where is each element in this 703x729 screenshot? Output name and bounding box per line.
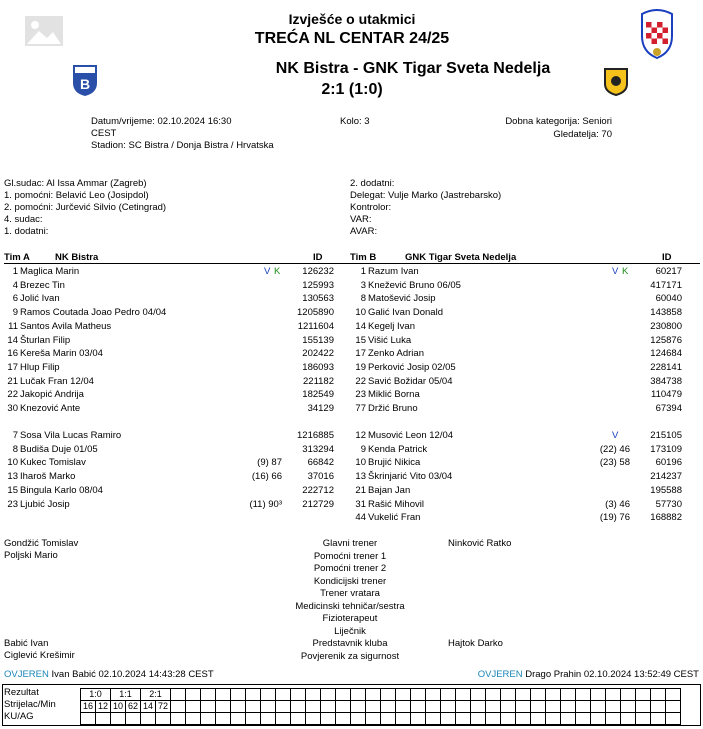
staff-role-label: Liječnik: [334, 625, 366, 637]
results-grid-cell: [441, 689, 456, 701]
results-grid-cell: [306, 689, 321, 701]
official-line: Gl.sudac: Al Issa Ammar (Zagreb): [4, 178, 147, 189]
player-id: 60196: [655, 457, 682, 469]
player-id: 60217: [655, 266, 682, 277]
player-name: Zenko Adrian: [368, 348, 424, 360]
staff-role-label: Fizioterapeut: [322, 613, 378, 624]
player-number: 44: [355, 512, 366, 524]
team-a-verified: [4, 669, 214, 680]
age-category: Dobna kategorija: Seniori: [505, 116, 612, 127]
results-grid-cell: [561, 713, 576, 725]
player-number: 17: [355, 348, 366, 360]
results-grid-cell: [336, 689, 351, 701]
player-name: Santos Avila Matheus: [20, 320, 112, 332]
goalkeeper-mark: V: [612, 266, 619, 277]
match-timezone: CEST: [91, 128, 117, 139]
results-grid-cell: [216, 713, 231, 725]
player-name: Vukelić Fran: [368, 512, 421, 524]
results-grid-cell: [351, 713, 366, 725]
staff-role-label: Trener vratara: [320, 588, 380, 599]
results-grid-cell: [576, 689, 591, 701]
results-grid-cell: [381, 689, 396, 701]
results-grid-cell: [486, 689, 501, 701]
results-grid-cell: [231, 701, 246, 713]
results-grid-cell: [591, 689, 606, 701]
results-grid-row: [81, 689, 681, 701]
player-name: Brujić Nikica: [368, 457, 421, 469]
results-grid-cell: [426, 701, 441, 713]
results-grid-cell: [171, 713, 186, 725]
results-grid-cell: [456, 701, 471, 713]
player-name: Kegelj Ivan: [368, 320, 416, 332]
results-grid-cell: [81, 713, 96, 725]
results-grid-cell: 16: [81, 701, 96, 713]
official-line: 2. dodatni:: [350, 178, 395, 189]
results-grid-cell: [426, 713, 441, 725]
results-grid-cell: [651, 689, 666, 701]
results-grid-cell: [636, 689, 651, 701]
results-grid-cell: [261, 701, 276, 713]
substitution-info: (16) 66: [251, 471, 282, 483]
team-b-name: GNK Tigar Sveta Nedelja: [405, 252, 517, 263]
results-grid-cell: [666, 689, 681, 701]
results-grid-cell: [621, 701, 636, 713]
results-grid-cell: [411, 689, 426, 701]
player-name: Ramos Coutada Joao Pedro 04/04: [20, 307, 167, 319]
results-grid-cell: [546, 713, 561, 725]
results-grid-cell: [621, 713, 636, 725]
results-grid-cell: [621, 689, 636, 701]
player-name: Galić Ivan Donald: [368, 307, 443, 319]
player-id: 230800: [650, 320, 682, 332]
staff-role-label: Medicinski tehničar/sestra: [295, 600, 405, 612]
results-grid-cell: [396, 701, 411, 713]
row-label-ku-ag: KU/AG: [4, 711, 34, 722]
image-placeholder-icon: [25, 16, 63, 46]
player-number: 1: [360, 266, 366, 277]
team-b-label: Tim B: [350, 252, 377, 263]
player-number: 17: [7, 361, 18, 373]
player-name: Jakopić Andrija: [20, 389, 84, 401]
results-grid-cell: [591, 701, 606, 713]
results-grid-cell: [201, 713, 216, 725]
player-id: 126232: [302, 266, 334, 277]
player-id: 212729: [302, 498, 334, 510]
official-line: VAR:: [350, 214, 372, 225]
team-a-name: NK Bistra: [55, 252, 99, 263]
player-number: 10: [355, 307, 366, 319]
results-grid-cell: [501, 713, 516, 725]
player-name: Iharoš Marko: [20, 471, 76, 483]
staff-role-label: Pomoćni trener 2: [313, 563, 387, 574]
player-name: Budiša Duje 01/05: [20, 443, 98, 455]
player-id: 195588: [650, 484, 682, 496]
results-grid-cell: [306, 701, 321, 713]
player-id: 66842: [307, 457, 334, 469]
row-label-scorer: Strijelac/Min: [4, 699, 56, 710]
spectators: Gledatelja: 70: [553, 129, 612, 140]
results-grid-cell: [126, 713, 141, 725]
player-number: 11: [8, 320, 18, 332]
results-grid-cell: [201, 701, 216, 713]
team-b-verified: [478, 669, 699, 680]
results-grid-cell: [291, 689, 306, 701]
player-id: 155139: [302, 334, 334, 346]
player-name: Sosa Vila Lucas Ramiro: [20, 430, 122, 441]
official-line: 4. sudac:: [4, 214, 43, 225]
substitution-info: (22) 46: [599, 443, 630, 455]
player-id: 124684: [650, 348, 682, 360]
results-grid-cell: 10: [111, 701, 126, 713]
player-name: Hlup Filip: [20, 361, 60, 373]
results-grid-cell: [561, 689, 576, 701]
results-grid-cell: [576, 713, 591, 725]
match-datetime: Datum/vrijeme: 02.10.2024 16:30: [91, 116, 232, 127]
results-grid-cell: [291, 701, 306, 713]
results-grid-cell: [636, 701, 651, 713]
player-number: 19: [355, 361, 366, 373]
player-number: 23: [355, 389, 366, 401]
verified-label: OVJEREN: [4, 669, 49, 680]
results-grid-cell: [546, 689, 561, 701]
results-grid-cell: [231, 689, 246, 701]
goalkeeper-mark: V: [264, 266, 271, 277]
results-grid-cell: [561, 701, 576, 713]
player-number: 10: [7, 457, 18, 469]
results-grid-cell: [336, 713, 351, 725]
official-line: 1. pomoćni: Belavić Leo (Josipdol): [4, 190, 149, 201]
results-grid-cell: [576, 701, 591, 713]
player-id: 125876: [650, 334, 682, 346]
player-name: Kenda Patrick: [368, 443, 428, 455]
substitution-info: (9) 87: [257, 457, 282, 469]
official-line: 2. pomoćni: Jurčević Silvio (Cetingrad): [4, 202, 167, 213]
player-number: 77: [355, 403, 366, 414]
results-grid-cell: [516, 713, 531, 725]
player-number: 9: [12, 307, 18, 319]
results-grid-cell: [381, 713, 396, 725]
results-grid-cell: [516, 701, 531, 713]
team-a-staff: Poljski Mario: [4, 550, 58, 561]
team-a-label: Tim A: [4, 252, 30, 263]
player-name: Šturlan Filip: [20, 334, 71, 346]
report-title: Izvješće o utakmici: [288, 11, 416, 27]
team-header-divider: [4, 263, 700, 264]
official-line: Delegat: Vulje Marko (Jastrebarsko): [350, 190, 502, 201]
results-grid-cell: [396, 713, 411, 725]
player-number: 9: [360, 443, 366, 455]
results-grid-cell: [531, 713, 546, 725]
competition-title: TREĆA NL CENTAR 24/25: [254, 30, 450, 47]
results-grid-cell: [231, 713, 246, 725]
player-number: 16: [7, 348, 18, 360]
player-name: Perković Josip 02/05: [368, 361, 456, 373]
player-name: Lučak Fran 12/04: [20, 375, 94, 387]
player-id: 221182: [303, 375, 334, 387]
player-id: 173109: [650, 443, 682, 455]
results-grid-cell: [246, 689, 261, 701]
player-name: Višić Luka: [368, 334, 412, 346]
results-grid-cell: 72: [156, 701, 171, 713]
results-grid-cell: [501, 689, 516, 701]
player-id: 110479: [651, 389, 682, 401]
player-number: 23: [7, 498, 18, 510]
player-name: Bajan Jan: [368, 484, 411, 496]
results-grid-cell: [366, 713, 381, 725]
results-grid-cell: [351, 701, 366, 713]
player-id: 34129: [307, 403, 334, 414]
player-number: 13: [355, 471, 366, 483]
staff-role-label: Predstavnik kluba: [312, 638, 388, 649]
player-id: 130563: [302, 293, 334, 305]
results-grid-cell: [141, 713, 156, 725]
results-grid-cell: [276, 701, 291, 713]
results-grid-cell: 1:0: [81, 689, 111, 701]
substitution-info: (11) 90³: [249, 498, 282, 510]
player-number: 6: [12, 293, 18, 305]
player-id: 67394: [655, 403, 682, 414]
results-grid-cell: [651, 713, 666, 725]
results-grid-cell: [666, 701, 681, 713]
team-a-staff: Ciglević Krešimir: [4, 650, 75, 661]
row-label-result: Rezultat: [4, 687, 39, 698]
results-grid-cell: 1:1: [111, 689, 141, 701]
results-grid-cell: [606, 701, 621, 713]
results-grid-cell: [171, 701, 186, 713]
results-grid-cell: [246, 713, 261, 725]
results-grid-cell: [186, 689, 201, 701]
results-grid-cell: [531, 701, 546, 713]
results-grid-cell: [471, 689, 486, 701]
results-grid-row: [81, 713, 681, 725]
official-line: AVAR:: [350, 226, 378, 237]
player-id: 60040: [655, 293, 682, 305]
player-name: Rašić Mihovil: [368, 498, 424, 510]
player-name: Škrinjarić Vito 03/04: [368, 471, 453, 483]
verified-text: Ivan Babić 02.10.2024 14:43:28 CEST: [51, 669, 214, 680]
team-a-id-header: ID: [313, 252, 323, 263]
results-grid-cell: [366, 701, 381, 713]
player-number: 10: [355, 457, 366, 469]
player-number: 4: [12, 279, 18, 291]
match-round: Kolo: 3: [340, 116, 370, 127]
player-id: 215105: [650, 430, 682, 441]
results-grid-cell: [471, 713, 486, 725]
player-number: 15: [355, 334, 366, 346]
player-name: Jolić Ivan: [20, 293, 60, 305]
staff-role-label: Povjerenik za sigurnost: [300, 650, 400, 662]
results-grid-cell: [201, 689, 216, 701]
player-name: Miklić Borna: [368, 389, 420, 401]
results-grid-cell: [411, 701, 426, 713]
results-grid-cell: [441, 701, 456, 713]
captain-mark: K: [622, 266, 629, 277]
results-grid-cell: [531, 689, 546, 701]
player-name: Knežević Bruno 06/05: [368, 279, 461, 291]
player-id: 222712: [302, 484, 334, 496]
results-grid-cell: 12: [96, 701, 111, 713]
results-grid-cell: [216, 689, 231, 701]
results-grid-cell: [156, 713, 171, 725]
player-id: 384738: [650, 375, 682, 387]
results-grid-cell: [381, 701, 396, 713]
player-name: Kereša Marin 03/04: [20, 348, 103, 360]
player-id: 228141: [650, 361, 682, 373]
results-grid-cell: [546, 701, 561, 713]
player-number: 22: [7, 389, 18, 401]
player-number: 8: [360, 293, 366, 305]
player-id: 417171: [650, 279, 682, 291]
player-number: 12: [355, 430, 366, 441]
player-number: 22: [355, 375, 366, 387]
results-grid-cell: [456, 713, 471, 725]
results-grid-cell: 2:1: [141, 689, 171, 701]
player-number: 21: [355, 484, 366, 496]
match-title: NK Bistra - GNK Tigar Sveta Nedelja: [275, 60, 551, 77]
player-name: Bingula Karlo 08/04: [20, 484, 103, 496]
results-grid-row: [81, 701, 681, 713]
results-grid-cell: [666, 713, 681, 725]
player-id: 313294: [302, 443, 334, 455]
player-id: 143858: [650, 307, 682, 319]
player-number: 14: [7, 334, 18, 346]
results-grid-cell: [411, 713, 426, 725]
results-grid-cell: [486, 713, 501, 725]
results-grid-cell: [186, 713, 201, 725]
match-score: 2:1 (1:0): [321, 81, 383, 98]
player-name: Kukec Tomislav: [20, 457, 86, 469]
substitution-info: (23) 58: [599, 457, 630, 469]
results-grid-cell: [351, 689, 366, 701]
results-grid-cell: 62: [126, 701, 141, 713]
player-id: 202422: [302, 348, 334, 360]
team-b-staff: Hajtok Darko: [448, 638, 503, 649]
player-name: Musović Leon 12/04: [368, 430, 454, 441]
player-number: 3: [360, 279, 366, 291]
player-number: 7: [12, 430, 18, 441]
results-grid-cell: [651, 701, 666, 713]
results-grid-cell: [366, 689, 381, 701]
svg-text:B: B: [79, 76, 91, 92]
team-b-id-header: ID: [662, 252, 672, 263]
results-grid-cell: [321, 713, 336, 725]
player-number: 30: [7, 403, 18, 414]
player-number: 21: [7, 375, 18, 387]
player-id: 1216885: [297, 430, 334, 441]
player-number: 1: [12, 266, 18, 277]
player-number: 8: [12, 443, 18, 455]
results-grid-cell: [276, 689, 291, 701]
results-grid-cell: [306, 713, 321, 725]
results-grid-cell: [216, 701, 231, 713]
player-number: 31: [355, 498, 366, 510]
team-b-staff: Ninković Ratko: [448, 538, 512, 549]
results-grid-cell: 14: [141, 701, 156, 713]
results-grid-cell: [321, 689, 336, 701]
results-grid-cell: [261, 713, 276, 725]
player-name: Brezec Tin: [20, 279, 65, 291]
results-grid-cell: [336, 701, 351, 713]
player-number: 14: [355, 320, 366, 332]
results-grid-cell: [606, 689, 621, 701]
player-id: 1205890: [297, 307, 334, 319]
verified-label: OVJEREN: [477, 669, 523, 680]
player-number: 15: [7, 484, 18, 496]
results-grid-cell: [636, 713, 651, 725]
results-grid-cell: [111, 713, 126, 725]
official-line: 1. dodatni:: [4, 226, 49, 237]
substitution-info: (19) 76: [599, 512, 630, 524]
player-name: Matošević Josip: [368, 293, 436, 305]
results-grid-cell: [441, 713, 456, 725]
results-grid-cell: [276, 713, 291, 725]
results-grid-cell: [321, 701, 336, 713]
results-grid-cell: [186, 701, 201, 713]
staff-role-label: Pomoćni trener 1: [313, 550, 387, 562]
results-grid-cell: [606, 713, 621, 725]
official-line: Kontrolor:: [350, 202, 392, 213]
results-grid-cell: [456, 689, 471, 701]
results-grid-cell: [291, 713, 306, 725]
player-name: Razum Ivan: [368, 266, 419, 277]
results-grid-cell: [426, 689, 441, 701]
player-name: Maglica Marin: [20, 266, 80, 277]
player-id: 125993: [302, 279, 334, 291]
player-name: Knezović Ante: [20, 403, 81, 414]
results-grid-cell: [96, 713, 111, 725]
player-number: 13: [7, 471, 18, 483]
results-grid-cell: [591, 713, 606, 725]
player-id: 1211604: [297, 320, 334, 332]
staff-role-label: Glavni trener: [322, 538, 378, 549]
player-id: 186093: [302, 361, 334, 373]
player-id: 37016: [307, 471, 334, 483]
results-grid-cell: [171, 689, 186, 701]
player-name: Držić Bruno: [368, 403, 418, 414]
player-id: 214237: [650, 471, 682, 483]
player-id: 182549: [302, 389, 334, 401]
match-stadium: Stadion: SC Bistra / Donja Bistra / Hrvatska: [91, 140, 274, 151]
nk-bistra-logo-icon: [72, 63, 98, 97]
player-id: 168882: [650, 512, 682, 524]
results-grid-cell: [246, 701, 261, 713]
team-a-staff: Babić Ivan: [4, 638, 49, 649]
player-id: 57730: [655, 498, 682, 510]
player-name: Ljubić Josip: [20, 498, 70, 510]
goalkeeper-mark: V: [612, 430, 619, 441]
verified-text: Drago Prahin 02.10.2024 13:52:49 CEST: [525, 669, 699, 680]
substitution-info: (3) 46: [605, 498, 630, 510]
team-a-staff: Gondžić Tomislav: [4, 538, 79, 549]
results-table: [80, 688, 681, 725]
hns-logo-icon: [638, 8, 676, 60]
player-name: Savić Božidar 05/04: [368, 375, 453, 387]
captain-mark: K: [274, 266, 281, 277]
staff-role-label: Kondicijski trener: [313, 575, 387, 587]
results-grid-cell: [486, 701, 501, 713]
results-grid-cell: [261, 689, 276, 701]
results-grid-cell: [516, 689, 531, 701]
results-grid-cell: [396, 689, 411, 701]
results-grid-cell: [501, 701, 516, 713]
results-grid-cell: [471, 701, 486, 713]
